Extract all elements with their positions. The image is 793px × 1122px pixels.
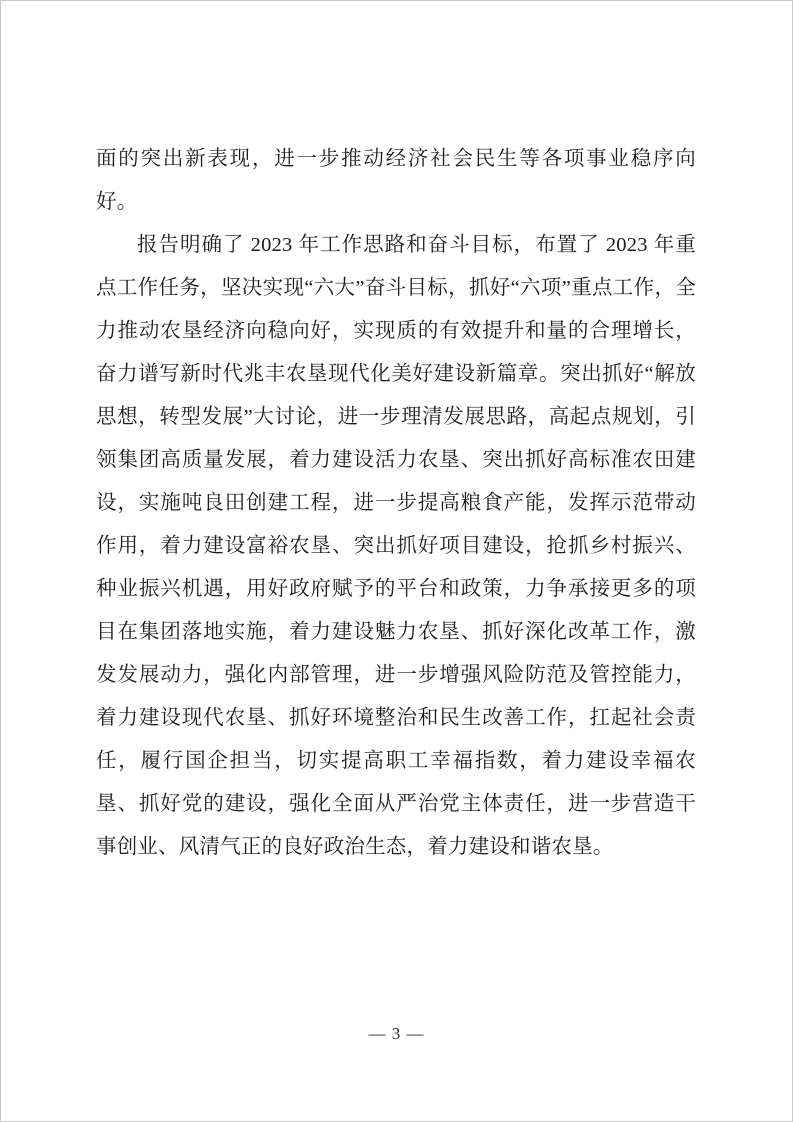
paragraph-main: 报告明确了 2023 年工作思路和奋斗目标，布置了 2023 年重点工作任务，坚决实现“六大”奋斗目标，抓好“六项”重点工作，全力推动农垦经济向稳向好，实现质的有效提升和量的合理增长，奋力谱写新时代兆丰农垦现代化美好建设新篇章。突出抓好“解放思想，转型发展”大讨论，进一步理清发展思路，高起点规划，引领集团高质量发展，着力建设活力农垦、突出抓好高标准农田建设，实施吨良田创建工程，进一步提高粮食产能，发挥示范带动作用，着力建设富裕农垦、突出抓好项目建设，抢抓乡村振兴、种业振兴机遇，用好政府赋予的平台和政策，力争承接更多的项目在集团落地实施，着力建设魅力农垦、抓好深化改革工作，激发发展动力，强化内部管理，进一步增强风险防范及管控能力，着力建设现代农垦、抓好环境整治和民生改善工作，扛起社会责任，履行国企担当，切实提高职工幸福指数，着力建设幸福农垦、抓好党的建设，强化全面从严治党主体责任，进一步营造干事创业、风清气正的良好政治生态，着力建设和谐农垦。 (96, 234, 696, 858)
document-body (96, 138, 696, 869)
paragraph-continuation: 面的突出新表现，进一步推动经济社会民生等各项事业稳序向好。 (96, 148, 696, 213)
page-footer (0, 1024, 793, 1044)
page-number: — 3 — (368, 1024, 425, 1043)
